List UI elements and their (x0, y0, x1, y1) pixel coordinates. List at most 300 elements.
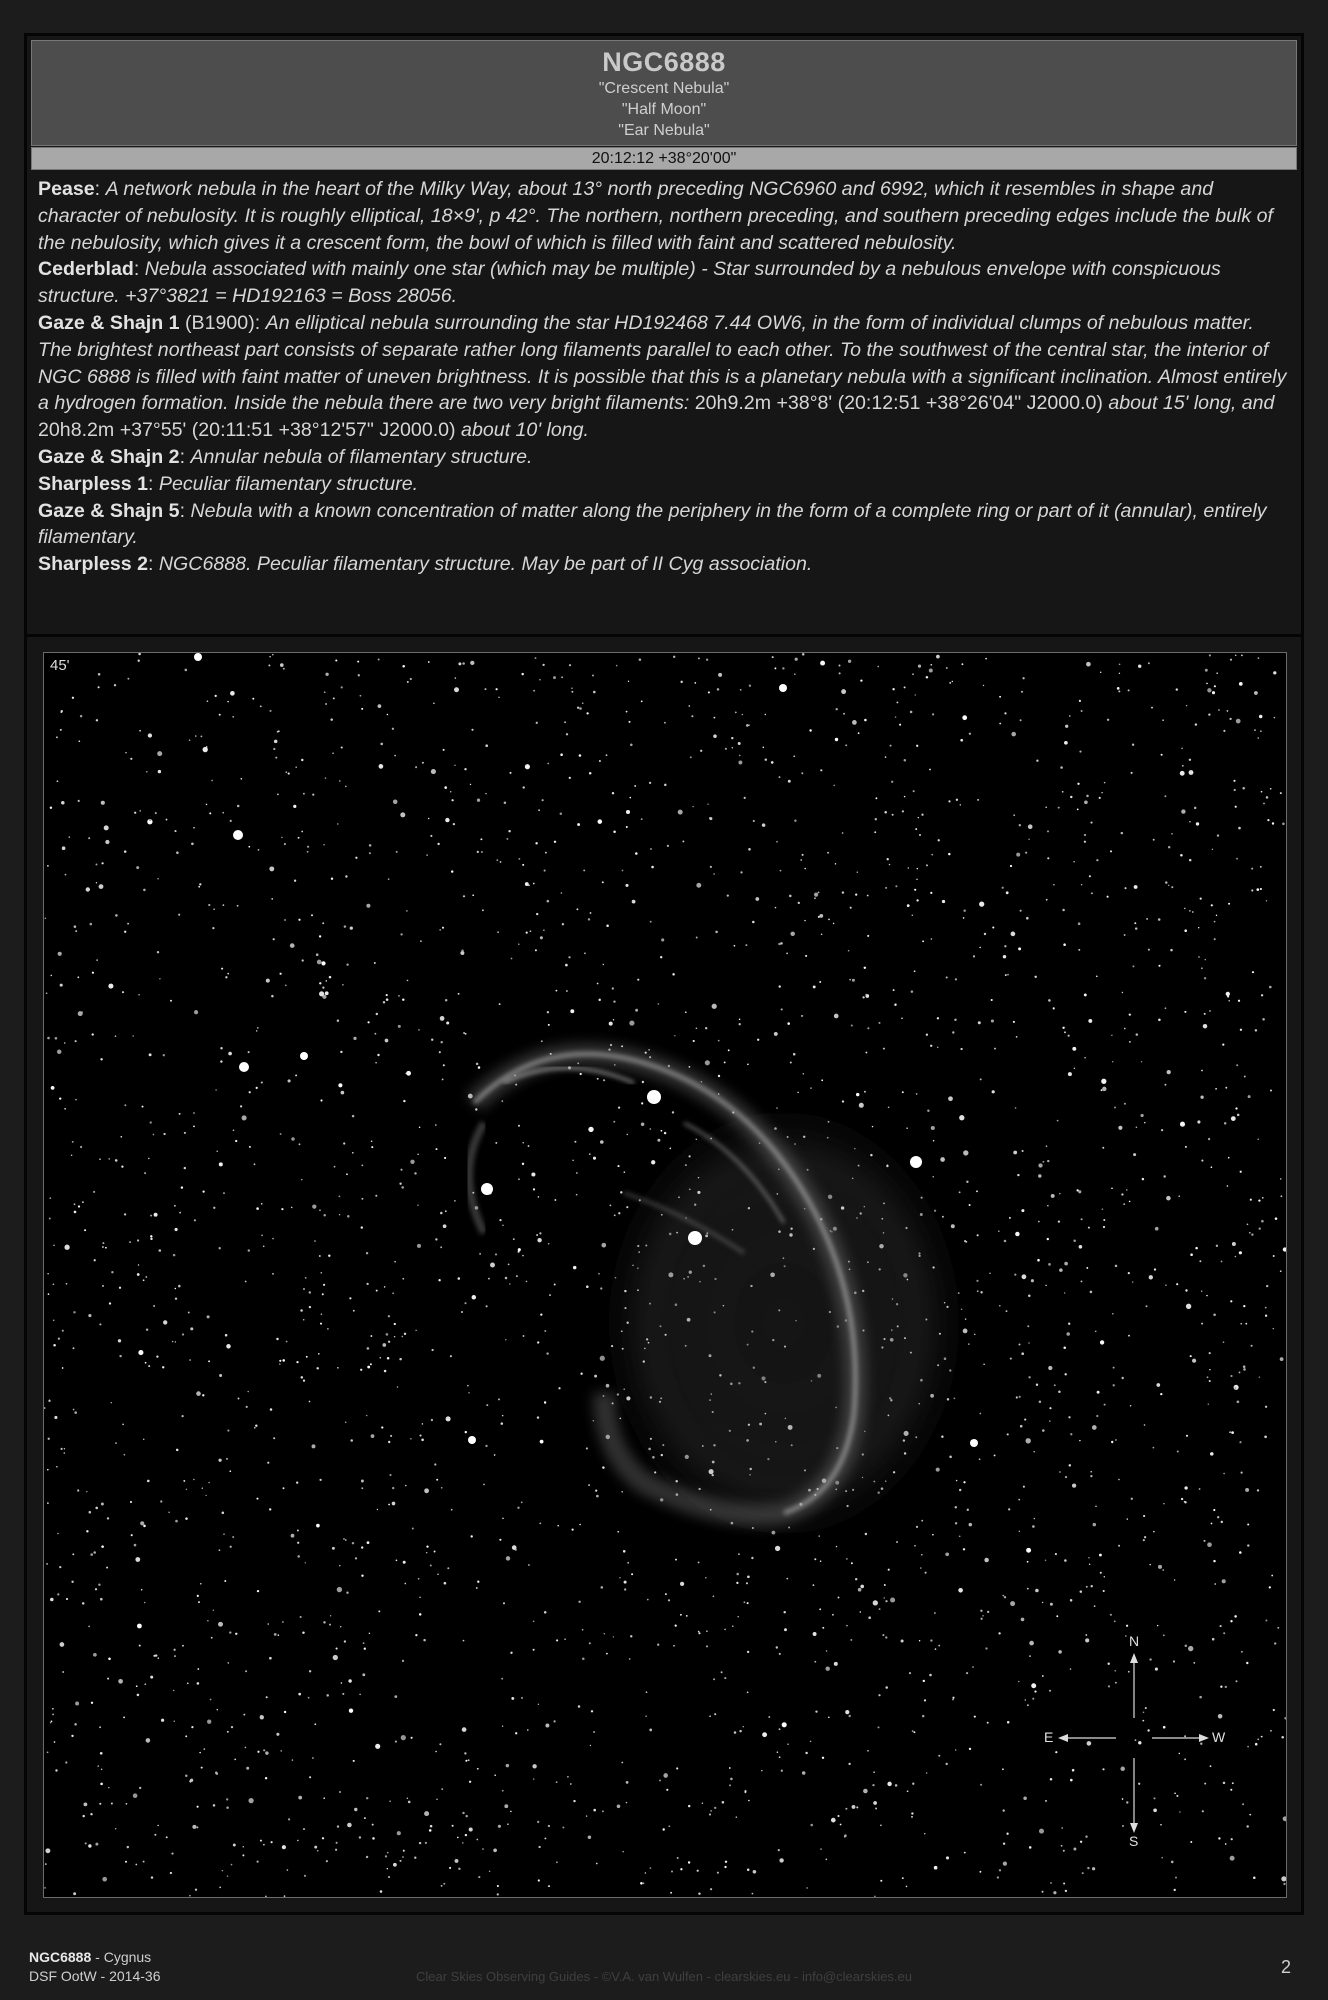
star (540, 1314, 542, 1316)
star (1059, 1268, 1063, 1272)
star (924, 1699, 926, 1701)
star (945, 1763, 947, 1765)
star (366, 1856, 368, 1858)
star (227, 973, 229, 975)
star (730, 1778, 733, 1781)
star (216, 1151, 218, 1153)
star (115, 1035, 117, 1037)
star (1236, 858, 1238, 860)
star (516, 1275, 518, 1277)
star (978, 1021, 981, 1024)
star (802, 1771, 806, 1775)
star (1170, 949, 1173, 952)
star (1281, 1195, 1283, 1197)
star (980, 1078, 982, 1080)
star (312, 793, 314, 795)
star (693, 1040, 695, 1042)
star (1209, 654, 1211, 656)
star (794, 820, 796, 822)
star (247, 1391, 248, 1392)
star (834, 1662, 838, 1666)
star (283, 1487, 285, 1489)
star (588, 1484, 590, 1486)
star (353, 1760, 355, 1762)
star (895, 1784, 898, 1787)
star (64, 1448, 65, 1449)
star (440, 1246, 442, 1248)
star (582, 702, 584, 704)
star (668, 1825, 670, 1827)
star (634, 785, 636, 787)
star (959, 1489, 961, 1491)
star (554, 1284, 556, 1286)
star (1132, 744, 1134, 746)
star (522, 1163, 524, 1165)
star (931, 938, 933, 940)
star (189, 739, 191, 741)
star (1235, 806, 1237, 808)
star (813, 1632, 817, 1636)
star (912, 915, 914, 917)
star (495, 1253, 497, 1255)
star (319, 935, 321, 937)
star (1140, 1114, 1143, 1117)
star (497, 1893, 499, 1895)
star (465, 1815, 467, 1817)
star (186, 1489, 187, 1490)
star (1081, 884, 1083, 886)
star (1101, 1089, 1103, 1091)
star (1081, 1218, 1083, 1220)
star (50, 975, 52, 977)
star (565, 964, 568, 967)
star (725, 748, 727, 750)
star (1236, 1680, 1238, 1682)
star (1026, 1438, 1031, 1443)
star (192, 1825, 196, 1829)
star (603, 964, 604, 965)
star (533, 1620, 535, 1622)
star (301, 831, 303, 833)
star (419, 1613, 422, 1616)
star (229, 1631, 231, 1633)
star (62, 846, 66, 850)
star (458, 1868, 460, 1870)
star (576, 908, 578, 910)
position-2: 20h8.2m +37°55' (20:11:51 +38°12'57" J2000.0) (38, 419, 456, 442)
star (567, 1776, 569, 1778)
star (584, 952, 586, 954)
star (837, 1815, 839, 1817)
star (371, 1434, 375, 1438)
star (269, 656, 270, 657)
star (394, 1261, 396, 1263)
star (481, 851, 483, 853)
star (696, 1027, 698, 1029)
star (496, 859, 498, 861)
star (461, 950, 463, 952)
star (441, 1788, 443, 1790)
star (729, 1767, 731, 1769)
star (819, 981, 821, 983)
star (148, 1365, 150, 1367)
star (352, 1542, 354, 1544)
star (93, 1653, 97, 1657)
star (58, 1338, 60, 1340)
star (355, 1557, 357, 1559)
star (316, 1367, 318, 1369)
star (908, 867, 909, 868)
star (387, 714, 389, 716)
star (1068, 1072, 1072, 1076)
star (635, 852, 638, 855)
star (621, 1491, 623, 1493)
star (138, 660, 140, 662)
star (1245, 1488, 1249, 1492)
star (60, 984, 63, 987)
star (1095, 1330, 1097, 1332)
star (1046, 1145, 1048, 1147)
star (462, 1727, 467, 1732)
star (647, 1599, 649, 1601)
star (963, 1548, 965, 1550)
star (833, 923, 835, 925)
star (1045, 1285, 1047, 1287)
star (1143, 1515, 1145, 1517)
star (959, 1115, 964, 1120)
star (841, 689, 846, 694)
star (617, 1531, 619, 1533)
star (593, 1420, 594, 1421)
star (635, 1009, 638, 1012)
star (1129, 1041, 1131, 1043)
star (1102, 1087, 1106, 1091)
star (890, 745, 892, 747)
star (219, 1247, 221, 1249)
star (782, 1722, 787, 1727)
star (1013, 1151, 1017, 1155)
star (546, 1352, 548, 1354)
star (272, 1238, 274, 1240)
star (571, 687, 573, 689)
star (1185, 1289, 1187, 1291)
star (187, 1683, 189, 1685)
star (911, 1812, 913, 1814)
star (1184, 1501, 1186, 1503)
star (713, 873, 715, 875)
star (1033, 1451, 1035, 1453)
star (1194, 807, 1197, 810)
star (1089, 1563, 1091, 1565)
star (966, 1181, 968, 1183)
star (586, 712, 588, 714)
star (1246, 1662, 1248, 1664)
star (1189, 859, 1192, 862)
star (115, 1442, 116, 1443)
star (1121, 1193, 1123, 1195)
star (603, 1079, 605, 1081)
object-header (31, 40, 1297, 146)
star (66, 1283, 68, 1285)
star (222, 812, 224, 814)
star (554, 1199, 556, 1201)
star (593, 1157, 596, 1160)
star (367, 1347, 370, 1350)
star (350, 1439, 353, 1442)
star (237, 805, 240, 808)
star (273, 748, 275, 750)
star (1021, 1209, 1024, 1212)
star (261, 1203, 263, 1205)
fov-label: 45' (50, 657, 70, 674)
star (399, 1860, 401, 1862)
star (798, 902, 800, 904)
star (1025, 852, 1027, 854)
star (1077, 809, 1079, 811)
star (1244, 1076, 1246, 1078)
star (1068, 1323, 1070, 1325)
star (790, 1062, 792, 1064)
star (449, 1867, 451, 1869)
desc-cederblad: Cederblad: Nebula associated with mainly one star (which may be multiple) - Star surrounded by a nebulous envelope with conspicuous structure. +37°3821 = HD192163 = Boss 28056. (38, 258, 1221, 308)
star (418, 1578, 420, 1580)
star (544, 1330, 546, 1332)
star (1239, 1441, 1241, 1443)
star (1184, 1011, 1186, 1013)
star (1230, 659, 1232, 661)
star (882, 1634, 884, 1636)
star (147, 1480, 150, 1483)
star (77, 976, 79, 978)
star (884, 1597, 885, 1598)
star (150, 1215, 152, 1217)
star (45, 1848, 50, 1853)
star (707, 803, 708, 804)
star (388, 1315, 390, 1317)
star (1149, 1564, 1150, 1565)
star (421, 1439, 424, 1442)
star (632, 900, 636, 904)
star (1126, 1189, 1128, 1191)
star (335, 659, 337, 661)
star (835, 863, 836, 864)
star (963, 1150, 968, 1155)
star (777, 1751, 779, 1753)
star (805, 955, 807, 957)
star (394, 1323, 396, 1325)
star (125, 752, 127, 754)
star (864, 1091, 866, 1093)
star (528, 1564, 530, 1566)
star (937, 1047, 939, 1049)
star (1227, 710, 1229, 712)
star (596, 1863, 598, 1865)
star (388, 1876, 390, 1878)
star (800, 859, 802, 861)
star (1222, 1579, 1226, 1583)
star (892, 688, 894, 690)
star (1110, 1614, 1112, 1616)
star (984, 933, 986, 935)
star (52, 1708, 54, 1710)
star (628, 681, 629, 682)
star (257, 1027, 259, 1029)
star (1275, 1217, 1278, 1220)
star (149, 1053, 152, 1056)
star (650, 921, 652, 923)
star (923, 1680, 925, 1682)
star (440, 1212, 443, 1215)
star (338, 1195, 340, 1197)
star (282, 1845, 286, 1849)
star (442, 927, 444, 929)
star (322, 1293, 324, 1295)
star (297, 1555, 300, 1558)
star (747, 1063, 749, 1065)
star (389, 1474, 391, 1476)
star (721, 1671, 723, 1673)
star (913, 790, 915, 792)
star (909, 1672, 911, 1674)
star (1255, 1743, 1258, 1746)
star (1047, 1205, 1049, 1207)
star (922, 940, 924, 942)
star (428, 661, 430, 663)
star (441, 1885, 443, 1887)
star (1086, 662, 1091, 667)
star (337, 823, 338, 824)
star (1247, 1223, 1249, 1225)
star (108, 1158, 110, 1160)
star (576, 1172, 577, 1173)
star (1209, 1380, 1211, 1382)
star (126, 1803, 128, 1805)
star (1007, 1721, 1010, 1724)
star (921, 814, 923, 816)
star (934, 1866, 938, 1870)
star (705, 1577, 707, 1579)
star (787, 1743, 788, 1744)
star (175, 1288, 177, 1290)
star (936, 655, 940, 659)
star (1284, 1717, 1286, 1719)
star (340, 1626, 341, 1627)
star (561, 676, 563, 678)
star (163, 1133, 165, 1135)
star (955, 978, 957, 980)
star (740, 871, 742, 873)
star (1038, 1163, 1042, 1167)
star (526, 932, 528, 934)
star (547, 900, 550, 903)
star (458, 662, 461, 665)
star (1133, 1153, 1136, 1156)
star (435, 1751, 437, 1753)
star (146, 1738, 151, 1743)
star (1198, 956, 1199, 957)
star (666, 1789, 668, 1791)
star (1069, 715, 1071, 717)
star (325, 777, 326, 778)
star (150, 1235, 152, 1237)
star (674, 1035, 675, 1036)
star (999, 696, 1001, 698)
star (436, 1479, 438, 1481)
star (1262, 1018, 1265, 1021)
star (1047, 830, 1049, 832)
star (589, 772, 592, 775)
star (414, 1857, 416, 1859)
star (47, 865, 49, 867)
star (329, 976, 332, 979)
star (266, 1696, 268, 1698)
star (1045, 1559, 1047, 1561)
star (386, 1333, 389, 1336)
star (1028, 839, 1029, 840)
star (591, 1710, 593, 1712)
star (45, 918, 46, 919)
star (260, 1840, 262, 1842)
star (230, 1546, 232, 1548)
star (157, 951, 159, 953)
star (115, 1159, 118, 1162)
star (556, 1781, 558, 1783)
star (95, 1588, 97, 1590)
star (1048, 1366, 1052, 1370)
star (862, 996, 864, 998)
star (852, 979, 855, 982)
star (406, 1071, 411, 1076)
star (199, 1752, 200, 1753)
star (171, 1853, 173, 1855)
star (453, 823, 455, 825)
star (712, 1004, 717, 1009)
star (1144, 1536, 1146, 1538)
star (436, 1799, 437, 1800)
star (96, 882, 97, 883)
star (131, 1534, 133, 1536)
star (203, 1748, 205, 1750)
star (1261, 1220, 1264, 1223)
star (1131, 772, 1133, 774)
star (458, 1277, 461, 1280)
star (309, 1776, 311, 1778)
star (694, 682, 696, 684)
star (813, 985, 816, 988)
star (569, 777, 571, 779)
star (1207, 1542, 1212, 1547)
star (181, 1415, 183, 1417)
star (518, 1178, 520, 1180)
star (249, 1146, 251, 1148)
desc-text: NGC6888. Peculiar filamentary structure. May be part of II Cyg association. (158, 553, 813, 576)
star (1237, 1400, 1240, 1403)
star (440, 1016, 445, 1021)
star (1223, 1341, 1225, 1343)
star (191, 843, 194, 846)
star (107, 1678, 109, 1680)
star (478, 1066, 481, 1069)
star (1003, 955, 1006, 958)
star (486, 1305, 488, 1307)
star (533, 1188, 535, 1190)
star (284, 919, 286, 921)
star (646, 1691, 648, 1693)
star (442, 1078, 444, 1080)
star (53, 1344, 56, 1347)
star (426, 1545, 428, 1547)
star (1058, 807, 1060, 809)
